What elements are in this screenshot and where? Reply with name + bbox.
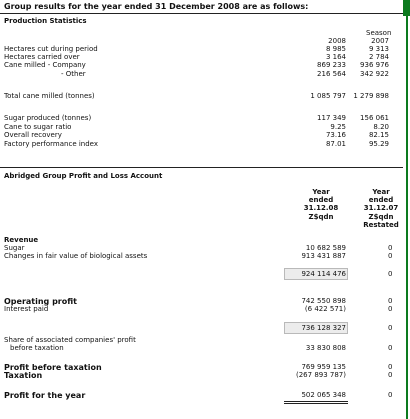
- subtotal-value-2007: 0: [388, 324, 393, 332]
- document-title: Group results for the year ended 31 December 2008 are as follows:: [4, 2, 309, 11]
- value-2008: 769 959 135: [301, 363, 346, 371]
- value-2008: 87.01: [325, 140, 346, 148]
- value-2007: 0: [388, 244, 393, 252]
- value-2008: 33 830 808: [305, 344, 346, 352]
- row-label: Operating profit: [4, 297, 77, 306]
- section-rule: [0, 167, 403, 168]
- value-2008: 10 682 589: [305, 244, 346, 252]
- value-2007: 936 976: [360, 61, 389, 69]
- row-label: - Other: [61, 70, 86, 78]
- season-label: Season: [366, 29, 392, 37]
- row-label: Taxation: [4, 371, 43, 380]
- value-2008: (6 422 571): [304, 305, 346, 313]
- value-2008: 3 164: [325, 53, 346, 61]
- value-2007: 8.20: [373, 123, 389, 131]
- value-2007: 0: [388, 391, 393, 399]
- row-label: Cane to sugar ratio: [4, 123, 72, 131]
- col2-heading-year: Year: [372, 188, 390, 196]
- row-label: Changes in fair value of biological assets: [4, 252, 148, 260]
- row-label: Cane milled - Company: [4, 61, 86, 69]
- title-rule: [0, 13, 403, 14]
- value-2007: 156 061: [360, 114, 389, 122]
- value-2007: 95.29: [368, 140, 389, 148]
- row-label: Hectares cut during period: [4, 45, 98, 53]
- col2-heading-currency: Z$qdn: [368, 213, 394, 221]
- value-2007: 0: [388, 371, 393, 379]
- value-2008: 8 985: [325, 45, 346, 53]
- value-2008: 502 065 348: [301, 391, 346, 399]
- value-2007: 0: [388, 305, 393, 313]
- corner-accent-bar: [403, 0, 410, 16]
- subtotal-value-2007: 0: [388, 270, 393, 278]
- value-2008: (267 893 787): [296, 371, 346, 379]
- value-2008: 216 564: [317, 70, 346, 78]
- col2-heading-date: 31.12.07: [363, 204, 399, 212]
- subtotal-value-2008: 736 128 327: [301, 324, 346, 332]
- row-label: Factory performance index: [4, 140, 99, 148]
- production-title: Production Statistics: [4, 17, 87, 25]
- year-2007-heading: 2007: [371, 37, 389, 45]
- total-label: Total cane milled (tonnes): [4, 92, 95, 100]
- final-double-underline: [284, 403, 348, 404]
- revenue-label: Revenue: [4, 236, 39, 244]
- row-label: Overall recovery: [4, 131, 62, 139]
- value-2008: 869 233: [317, 61, 346, 69]
- value-2008: 742 550 898: [301, 297, 346, 305]
- col1-heading-currency: Z$qdn: [308, 213, 334, 221]
- col1-heading-ended: ended: [308, 196, 334, 204]
- value-2008: 913 431 887: [301, 252, 346, 260]
- row-label: Hectares carried over: [4, 53, 80, 61]
- col1-heading-date: 31.12.08: [303, 204, 339, 212]
- row-label: Sugar: [4, 244, 25, 252]
- row-label: Sugar produced (tonnes): [4, 114, 92, 122]
- col2-heading-restated: Restated: [363, 221, 399, 229]
- value-2007: 0: [388, 252, 393, 260]
- col2-heading-ended: ended: [368, 196, 394, 204]
- row-label: Profit before taxation: [4, 363, 102, 372]
- row-label: Share of associated companies' profit: [4, 336, 136, 344]
- value-2007: 82.15: [368, 131, 389, 139]
- year-2008-heading: 2008: [328, 37, 346, 45]
- col1-heading-year: Year: [312, 188, 330, 196]
- row-label: Interest paid: [4, 305, 49, 313]
- value-2008: 117 349: [317, 114, 346, 122]
- value-2008: 9.25: [330, 123, 346, 131]
- value-2007: 342 922: [360, 70, 389, 78]
- profit-title: Abridged Group Profit and Loss Account: [4, 172, 163, 180]
- row-label: Profit for the year: [4, 391, 86, 400]
- total-value-2007: 1 279 898: [353, 92, 389, 100]
- subtotal-value-2008: 924 114 476: [301, 270, 346, 278]
- total-value-2008: 1 085 797: [310, 92, 346, 100]
- value-2007: 0: [388, 344, 393, 352]
- value-2007: 0: [388, 363, 393, 371]
- value-2007: 9 313: [368, 45, 389, 53]
- final-underline: [284, 401, 348, 402]
- value-2007: 0: [388, 297, 393, 305]
- value-2007: 2 784: [368, 53, 389, 61]
- row-label-continued: before taxation: [10, 344, 64, 352]
- value-2008: 73.16: [325, 131, 346, 139]
